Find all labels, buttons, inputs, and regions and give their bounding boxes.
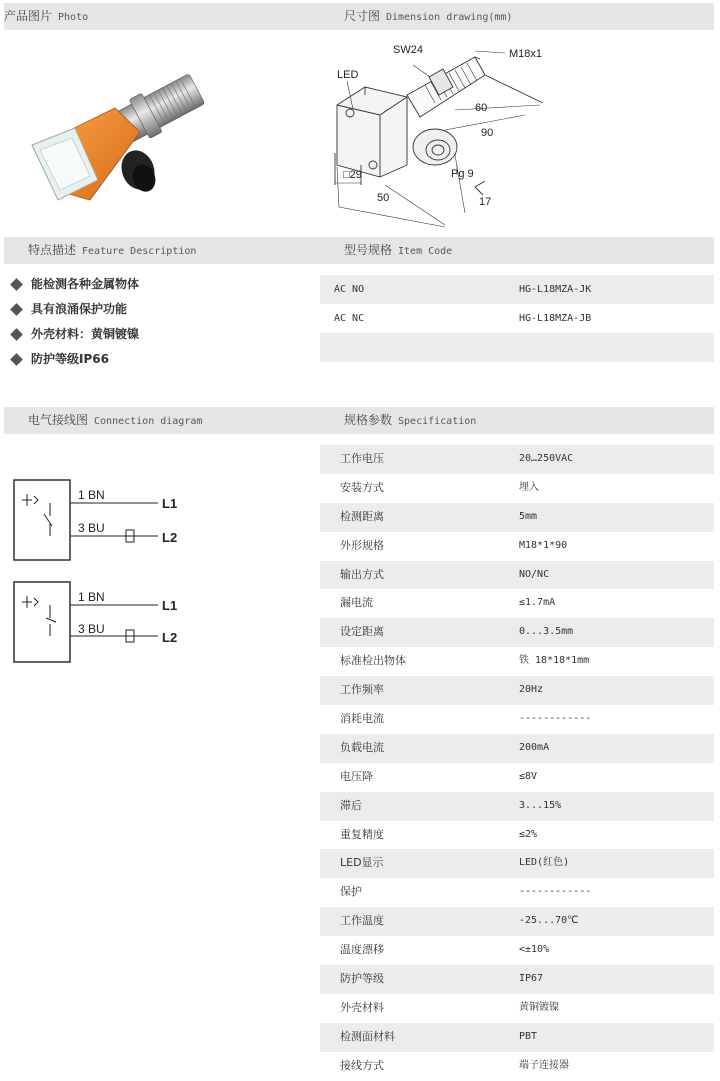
spec-value: ------------ <box>519 713 592 725</box>
table-row <box>320 618 714 647</box>
spec-name: 检测面材料 <box>340 1029 395 1043</box>
spec-value: LED(红色) <box>519 857 570 869</box>
dim-60-label: 60 <box>475 102 488 114</box>
feature-text: 能检测各种金属物体 <box>31 277 140 291</box>
spec-value: 埋入 <box>519 481 539 493</box>
spec-name: 外壳材料 <box>340 1000 384 1014</box>
table-row <box>320 275 714 304</box>
spec-name: 设定距离 <box>340 625 384 639</box>
item-code-table <box>320 275 714 362</box>
product-photo <box>20 50 220 220</box>
table-row <box>320 304 714 333</box>
spec-name: 防护等级 <box>340 972 384 986</box>
item-header-en: Item Code <box>398 246 453 257</box>
dim-led-label: LED <box>337 69 359 81</box>
connection-diagram <box>8 470 208 680</box>
table-row <box>320 734 714 763</box>
photo-header-en: Photo <box>58 12 89 23</box>
table-row <box>320 936 714 965</box>
table-row <box>320 878 714 907</box>
dimension-header <box>320 3 714 30</box>
item-code: HG-L18MZA-JK <box>519 284 592 295</box>
spec-name: 工作频率 <box>340 683 384 697</box>
feature-text: 具有浪涌保护功能 <box>31 302 128 316</box>
table-row <box>320 994 714 1023</box>
wire2-label: 3 BU <box>78 521 105 535</box>
dim-29-label: □29 <box>343 169 362 181</box>
wire1-label: 1 BN <box>78 488 105 502</box>
item-type: AC NC <box>334 313 365 324</box>
spec-header-en: Specification <box>398 416 477 427</box>
spec-name: 电压降 <box>340 769 373 783</box>
spec-name: 滞后 <box>340 798 362 812</box>
spec-value: ------------ <box>519 886 592 898</box>
spec-name: 温度漂移 <box>340 943 384 957</box>
feature-item <box>10 347 310 372</box>
spec-value: -25...70℃ <box>519 915 579 927</box>
l2-terminal: L2 <box>162 530 178 545</box>
l1-terminal: L1 <box>162 496 178 511</box>
spec-name: 消耗电流 <box>340 712 384 726</box>
spec-value: ≤8V <box>519 770 538 782</box>
item-code <box>505 333 519 362</box>
spec-name: 负载电流 <box>340 740 384 754</box>
spec-name: LED显示 <box>340 856 384 870</box>
feature-item <box>10 297 310 322</box>
item-header <box>320 237 714 264</box>
spec-name: 接线方式 <box>340 1058 384 1072</box>
dimension-drawing <box>325 35 555 230</box>
table-row <box>320 1052 714 1081</box>
diamond-bullet-icon <box>10 303 23 316</box>
spec-name: 标准检出物体 <box>340 654 406 668</box>
table-row <box>320 333 714 362</box>
table-row <box>320 503 714 532</box>
table-row <box>320 474 714 503</box>
diamond-bullet-icon <box>10 328 23 341</box>
item-type: AC NO <box>334 284 365 295</box>
feature-header-cn: 特点描述 <box>28 243 77 257</box>
table-row <box>320 907 714 936</box>
spec-value: 20Hz <box>519 684 544 696</box>
l1-terminal: L1 <box>162 598 178 613</box>
dim-sw-label: SW24 <box>393 44 423 56</box>
spec-name: 工作电压 <box>340 452 384 465</box>
spec-value: 黄铜镀镍 <box>519 1001 559 1013</box>
spec-name: 检测距离 <box>340 509 384 523</box>
spec-value: IP67 <box>519 973 544 985</box>
photo-header <box>4 3 320 30</box>
spec-value: 3...15% <box>519 799 562 811</box>
table-row <box>320 647 714 676</box>
feature-text: 防护等级IP66 <box>31 352 109 366</box>
diamond-bullet-icon <box>10 278 23 291</box>
spec-value: PBT <box>519 1030 538 1042</box>
spec-name: 保护 <box>340 885 362 899</box>
dimension-header-cn: 尺寸图 <box>344 9 381 23</box>
spec-value: 200mA <box>519 741 550 753</box>
table-row <box>320 532 714 561</box>
table-row <box>320 821 714 850</box>
spec-value: M18*1*90 <box>519 539 568 551</box>
spec-name: 工作温度 <box>340 914 384 928</box>
item-type <box>320 333 505 362</box>
feature-list <box>10 272 310 372</box>
table-row <box>320 792 714 821</box>
feature-text: 外壳材料：黄铜镀镍 <box>31 327 140 341</box>
connection-header-en: Connection diagram <box>94 416 203 427</box>
l2-terminal: L2 <box>162 630 178 645</box>
table-row <box>320 965 714 994</box>
spec-value: 铁 18*18*1mm <box>519 655 590 667</box>
spec-header <box>320 407 714 434</box>
photo-header-cn: 产品图片 <box>4 9 53 23</box>
dim-pg-label: Pg 9 <box>451 168 474 180</box>
spec-value: 端子连接器 <box>519 1059 569 1071</box>
diamond-bullet-icon <box>10 353 23 366</box>
spec-name: 漏电流 <box>340 596 373 610</box>
table-row <box>320 676 714 705</box>
table-row <box>320 445 714 474</box>
specification-table <box>320 445 714 1081</box>
spec-name: 外形规格 <box>340 538 384 552</box>
table-row <box>320 763 714 792</box>
spec-name: 输出方式 <box>340 567 384 581</box>
dim-thread-label: M18x1 <box>509 48 543 60</box>
connection-header <box>4 407 320 434</box>
table-row <box>320 849 714 878</box>
spec-value: ≤1.7mA <box>519 597 556 609</box>
table-row <box>320 705 714 734</box>
table-row <box>320 1023 714 1052</box>
wire1-label: 1 BN <box>78 590 105 604</box>
spec-name: 重复精度 <box>340 827 384 841</box>
table-row <box>320 589 714 618</box>
feature-header-en: Feature Description <box>82 246 197 257</box>
spec-value: 5mm <box>519 510 538 522</box>
item-code: HG-L18MZA-JB <box>519 313 592 324</box>
feature-item <box>10 272 310 297</box>
spec-name: 安装方式 <box>340 480 384 494</box>
table-row <box>320 561 714 590</box>
spec-value: ≤2% <box>519 828 538 840</box>
spec-value: 0...3.5mm <box>519 626 574 638</box>
feature-header <box>4 237 320 264</box>
spec-value: 20…250VAC <box>519 453 574 464</box>
dim-17-label: 17 <box>479 196 492 208</box>
wire2-label: 3 BU <box>78 622 105 636</box>
feature-item <box>10 322 310 347</box>
item-header-cn: 型号规格 <box>344 243 393 257</box>
spec-value: NO/NC <box>519 568 550 580</box>
dim-90-label: 90 <box>481 127 494 139</box>
dim-50-label: 50 <box>377 192 390 204</box>
spec-header-cn: 规格参数 <box>344 413 393 427</box>
spec-value: <±10% <box>519 944 550 956</box>
dimension-header-en: Dimension drawing(mm) <box>386 12 513 23</box>
connection-header-cn: 电气接线图 <box>28 413 89 427</box>
